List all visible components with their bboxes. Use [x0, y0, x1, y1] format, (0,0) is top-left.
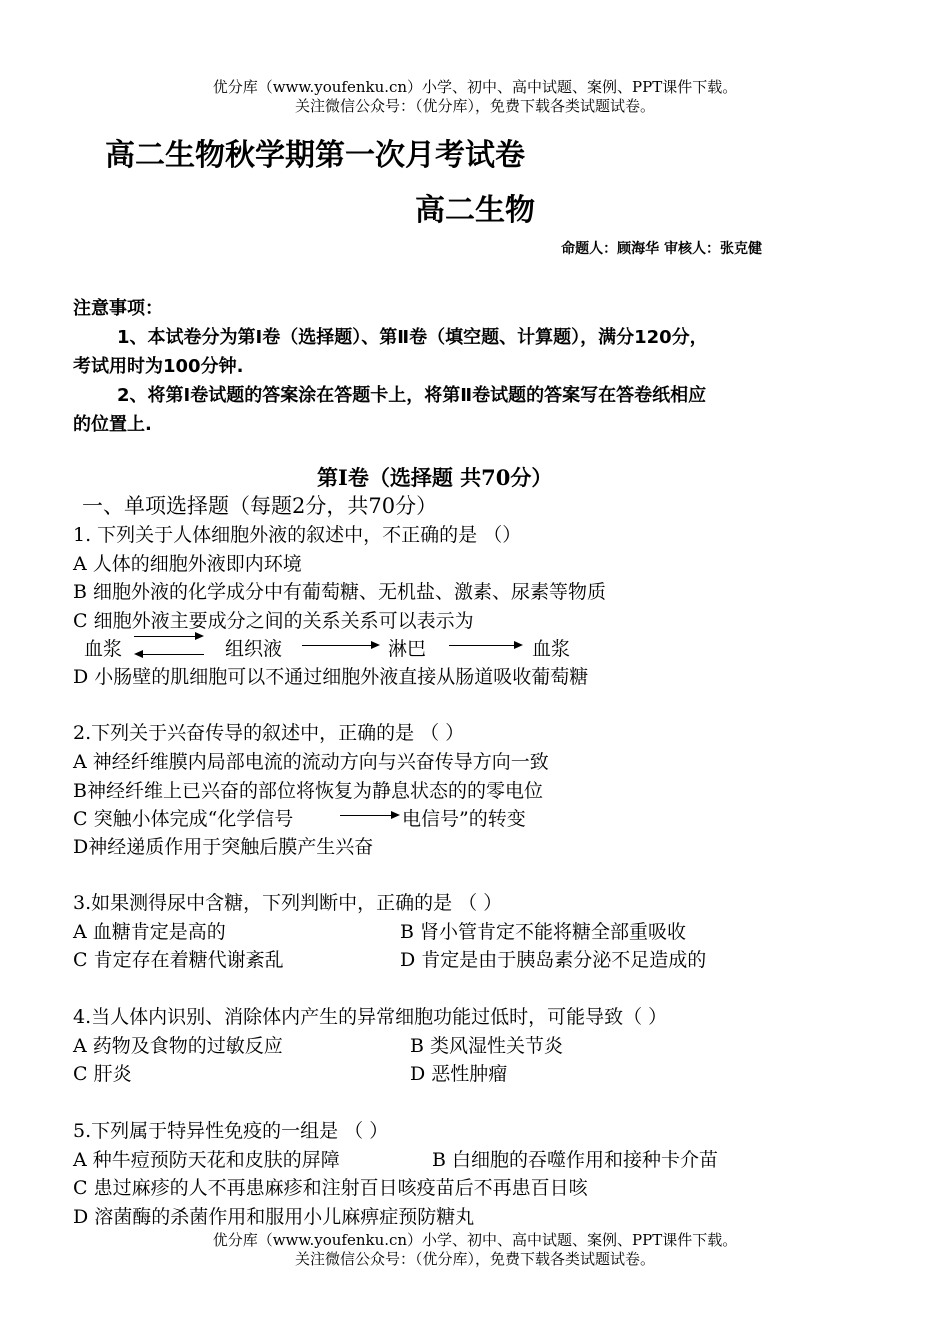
header-line-1: 优分库（www.youfenku.cn）小学、初中、高中试题、案例、PPT课件下载。	[212, 78, 738, 96]
q3-stem: 3.如果测得尿中含糖，下列判断中，正确的是 （ ）	[73, 892, 503, 914]
q4-option-b: B 类风湿性关节炎	[410, 1035, 564, 1057]
q3-option-a: A 血糖肯定是高的	[73, 921, 226, 943]
exam-subtitle: 高二生物	[415, 193, 535, 228]
notes-item-1a: 1、本试卷分为第Ⅰ卷（选择题）、第Ⅱ卷（填空题、计算题），满分120分，	[117, 327, 708, 348]
footer-line-2: 关注微信公众号：（优分库），免费下载各类试题试卷。	[294, 1250, 655, 1268]
exam-title: 高二生物秋学期第一次月考试卷	[105, 138, 525, 173]
q1-option-d: D 小肠壁的肌细胞可以不通过细胞外液直接从肠道吸收葡萄糖	[73, 666, 589, 688]
authors-line: 命题人：顾海华 审核人：张克健	[561, 241, 762, 257]
q4-option-c: C 肝炎	[73, 1063, 132, 1085]
q3-option-d: D 肯定是由于胰岛素分泌不足造成的	[400, 949, 707, 971]
q2-stem: 2.下列关于兴奋传导的叙述中，正确的是 （ ）	[73, 722, 465, 744]
q2-option-d: D神经递质作用于突触后膜产生兴奋	[73, 836, 374, 858]
q1-option-a: A 人体的细胞外液即内环境	[73, 553, 302, 575]
arrow-tissue-to-plasma	[142, 654, 204, 655]
arrow-head-right-icon	[514, 641, 523, 649]
arrow-lymph-to-plasma	[449, 645, 515, 646]
footer-line-1: 优分库（www.youfenku.cn）小学、初中、高中试题、案例、PPT课件下载。	[212, 1231, 738, 1249]
diagram-node-plasma-2: 血浆	[532, 638, 571, 660]
q2-option-c-suffix: 电信号”的转变	[402, 808, 526, 830]
q5-option-a: A 种牛痘预防天花和皮肤的屏障	[73, 1149, 340, 1171]
diagram-node-lymph: 淋巴	[388, 638, 427, 660]
q4-option-a: A 药物及食物的过敏反应	[73, 1035, 283, 1057]
part1-heading: 第Ⅰ卷（选择题 共70分）	[317, 465, 553, 490]
q5-option-d: D 溶菌酶的杀菌作用和服用小儿麻痹症预防糖丸	[73, 1206, 475, 1228]
header-line-2: 关注微信公众号：（优分库），免费下载各类试题试卷。	[294, 97, 655, 115]
q2-option-b: B神经纤维上已兴奋的部位将恢复为静息状态的的零电位	[73, 780, 543, 802]
q5-option-b: B 白细胞的吞噬作用和接种卡介苗	[432, 1149, 719, 1171]
arrow-head-right-icon	[391, 811, 400, 819]
arrow-head-right-icon	[371, 641, 380, 649]
q4-stem: 4.当人体内识别、消除体内产生的异常细胞功能过低时，可能导致（ ）	[73, 1006, 668, 1028]
notes-item-2a: 2、将第Ⅰ卷试题的答案涂在答题卡上，将第Ⅱ卷试题的答案写在答卷纸相应	[117, 385, 707, 406]
section1-heading: 一、单项选择题（每题2分，共70分）	[82, 494, 438, 518]
q5-option-c: C 患过麻疹的人不再患麻疹和注射百日咳疫苗后不再患百日咳	[73, 1177, 588, 1199]
q1-stem: 1. 下列关于人体细胞外液的叙述中，不正确的是 （）	[73, 524, 522, 546]
arrow-plasma-to-tissue	[134, 636, 196, 637]
arrow-head-right-icon	[195, 632, 204, 640]
q5-stem: 5.下列属于特异性免疫的一组是 （ ）	[73, 1120, 389, 1142]
diagram-node-tissue-fluid: 组织液	[225, 638, 283, 660]
notes-heading: 注意事项：	[73, 298, 163, 319]
q4-option-d: D 恶性肿瘤	[410, 1063, 508, 1085]
q2-option-a: A 神经纤维膜内局部电流的流动方向与兴奋传导方向一致	[73, 751, 549, 773]
q3-option-c: C 肯定存在着糖代谢紊乱	[73, 949, 284, 971]
notes-item-1b: 考试用时为100分钟.	[73, 356, 244, 377]
q1-option-b: B 细胞外液的化学成分中有葡萄糖、无机盐、激素、尿素等物质	[73, 581, 607, 603]
q3-option-b: B 肾小管肯定不能将糖全部重吸收	[400, 921, 687, 943]
notes-item-2b: 的位置上.	[73, 414, 152, 435]
diagram-node-plasma: 血浆	[84, 638, 123, 660]
q2-option-c-prefix: C 突触小体完成“化学信号	[73, 808, 294, 830]
arrow-chem-to-elec	[340, 815, 392, 816]
q1-option-c: C 细胞外液主要成分之间的关系关系可以表示为	[73, 610, 474, 632]
arrow-tissue-to-lymph	[302, 645, 372, 646]
